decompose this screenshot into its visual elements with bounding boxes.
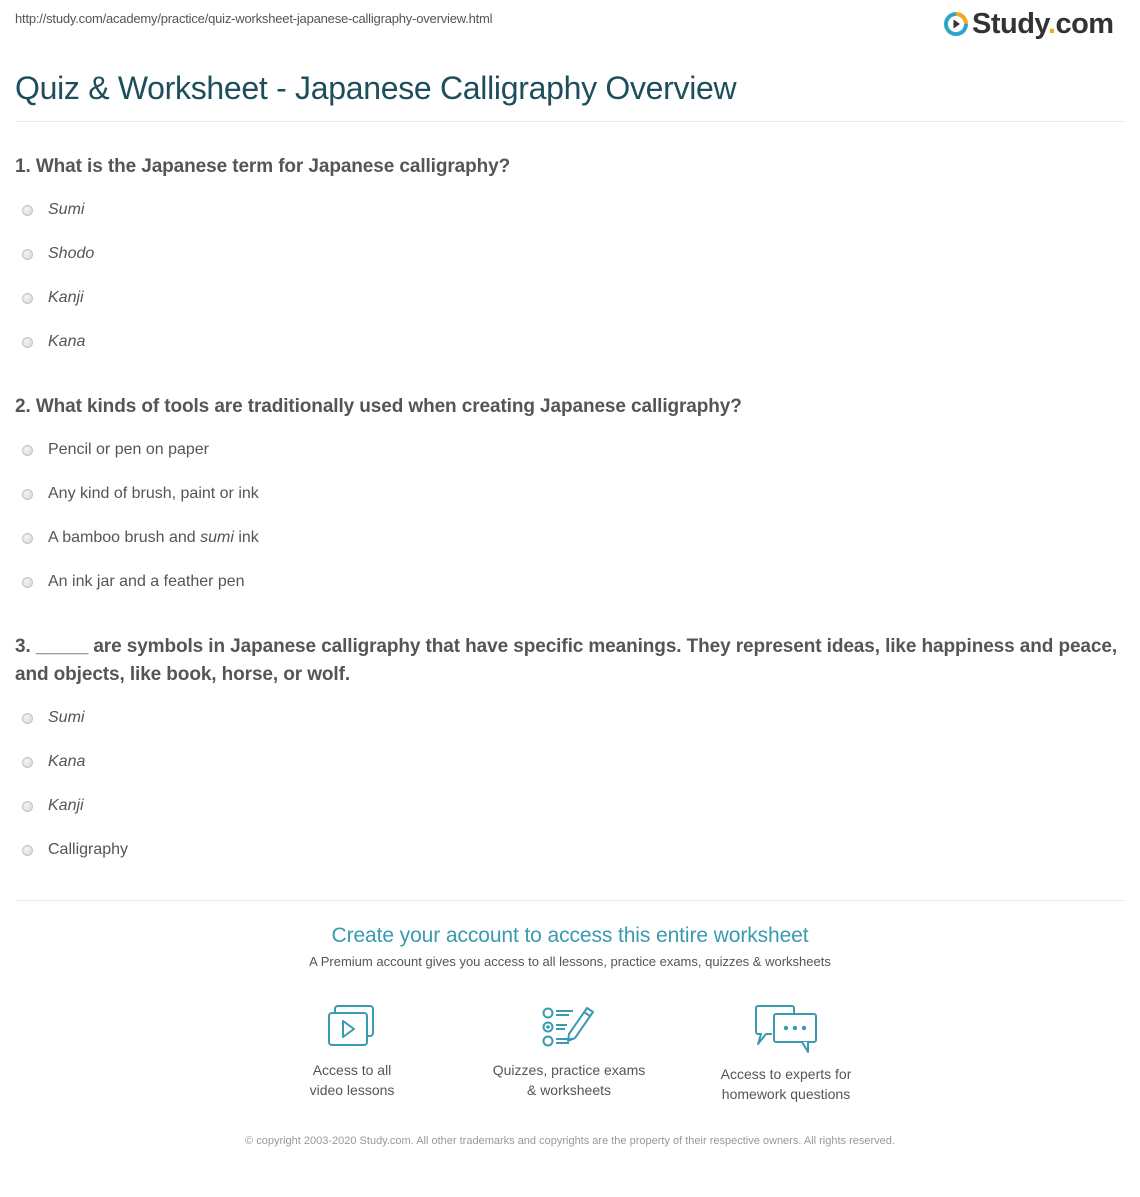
feature-line-2: video lessons bbox=[309, 1082, 395, 1098]
question-1: 1. What is the Japanese term for Japanese calligraphy? bbox=[15, 156, 511, 177]
feature-line-1: Access to experts for bbox=[720, 1066, 852, 1082]
radio-button[interactable] bbox=[22, 757, 33, 768]
play-logo-icon bbox=[944, 12, 968, 36]
page-url: http://study.com/academy/practice/quiz-worksheet-japanese-calligraphy-overview.html bbox=[15, 11, 493, 26]
radio-button[interactable] bbox=[22, 713, 33, 724]
radio-button[interactable] bbox=[22, 249, 33, 260]
radio-button[interactable] bbox=[22, 337, 33, 348]
q1-option-kana[interactable] bbox=[22, 330, 85, 354]
option-label bbox=[48, 529, 259, 547]
q2-option-ink-jar[interactable] bbox=[22, 570, 245, 594]
radio-button[interactable] bbox=[22, 533, 33, 544]
q3-option-sumi[interactable] bbox=[22, 706, 84, 730]
chat-bubbles-icon bbox=[754, 1004, 818, 1054]
copyright-footer: © copyright 2003-2020 Study.com. All other trademarks and copyrights are the property of their respective owners. All rights reserved. bbox=[245, 1135, 895, 1147]
q2-option-pencil[interactable] bbox=[22, 438, 209, 462]
question-2: 2. What kinds of tools are traditionally used when creating Japanese calligraphy? bbox=[15, 396, 742, 417]
q2-option-any-brush[interactable] bbox=[22, 482, 259, 506]
q3-option-calligraphy[interactable] bbox=[22, 838, 128, 862]
q2-option-bamboo-brush[interactable] bbox=[22, 526, 259, 550]
feature-line-1: Access to all bbox=[312, 1062, 392, 1078]
q3-option-kana[interactable] bbox=[22, 750, 85, 774]
feature-line-1: Quizzes, practice exams bbox=[492, 1062, 646, 1078]
option-label: Kanji bbox=[48, 797, 84, 814]
logo-text-study: Study bbox=[972, 7, 1048, 40]
radio-button[interactable] bbox=[22, 205, 33, 216]
radio-button[interactable] bbox=[22, 801, 33, 812]
cta-divider bbox=[15, 900, 1125, 901]
question-3: 3. _____ are symbols in Japanese calligraphy that have specific meanings. They represent ideas, like happiness and peace, and objects, like book, horse, or wolf. bbox=[15, 636, 1118, 685]
option-label-post: ink bbox=[233, 529, 259, 546]
option-label: An ink jar and a feather pen bbox=[48, 573, 245, 590]
option-label-italic: sumi bbox=[200, 529, 234, 546]
radio-button[interactable] bbox=[22, 293, 33, 304]
page-title: Quiz & Worksheet - Japanese Calligraphy Overview bbox=[15, 70, 737, 106]
feature-video-lessons bbox=[252, 1004, 452, 1100]
cta-title[interactable]: Create your account to access this entire worksheet bbox=[331, 924, 809, 947]
option-label: Shodo bbox=[48, 245, 95, 262]
option-label: Kanji bbox=[48, 289, 84, 306]
radio-button[interactable] bbox=[22, 577, 33, 588]
option-label: Kana bbox=[48, 753, 86, 770]
option-label-pre: A bamboo brush and bbox=[48, 529, 201, 546]
feature-line-2: homework questions bbox=[721, 1086, 851, 1102]
study-logo[interactable] bbox=[944, 8, 1114, 40]
feature-quizzes bbox=[469, 1004, 669, 1100]
q1-option-shodo[interactable] bbox=[22, 242, 94, 266]
q1-option-kanji[interactable] bbox=[22, 286, 84, 310]
feature-experts bbox=[686, 1004, 886, 1104]
q1-option-sumi[interactable] bbox=[22, 198, 84, 222]
option-label: Calligraphy bbox=[48, 841, 129, 858]
radio-button[interactable] bbox=[22, 845, 33, 856]
option-label: Pencil or pen on paper bbox=[48, 441, 209, 458]
radio-button[interactable] bbox=[22, 489, 33, 500]
option-label: Sumi bbox=[48, 709, 85, 726]
feature-line-2: & worksheets bbox=[526, 1082, 612, 1098]
option-label: Kana bbox=[48, 333, 86, 350]
quiz-checklist-icon bbox=[541, 1004, 597, 1050]
video-lessons-icon bbox=[326, 1004, 378, 1050]
logo-text-com: com bbox=[1055, 7, 1114, 40]
option-label: Any kind of brush, paint or ink bbox=[48, 485, 259, 502]
radio-button[interactable] bbox=[22, 445, 33, 456]
title-divider bbox=[15, 121, 1125, 122]
q3-option-kanji[interactable] bbox=[22, 794, 84, 818]
option-label: Sumi bbox=[48, 201, 85, 218]
cta-subtitle: A Premium account gives you access to all lessons, practice exams, quizzes & worksheets bbox=[309, 954, 831, 969]
logo-dot: . bbox=[1047, 7, 1056, 40]
